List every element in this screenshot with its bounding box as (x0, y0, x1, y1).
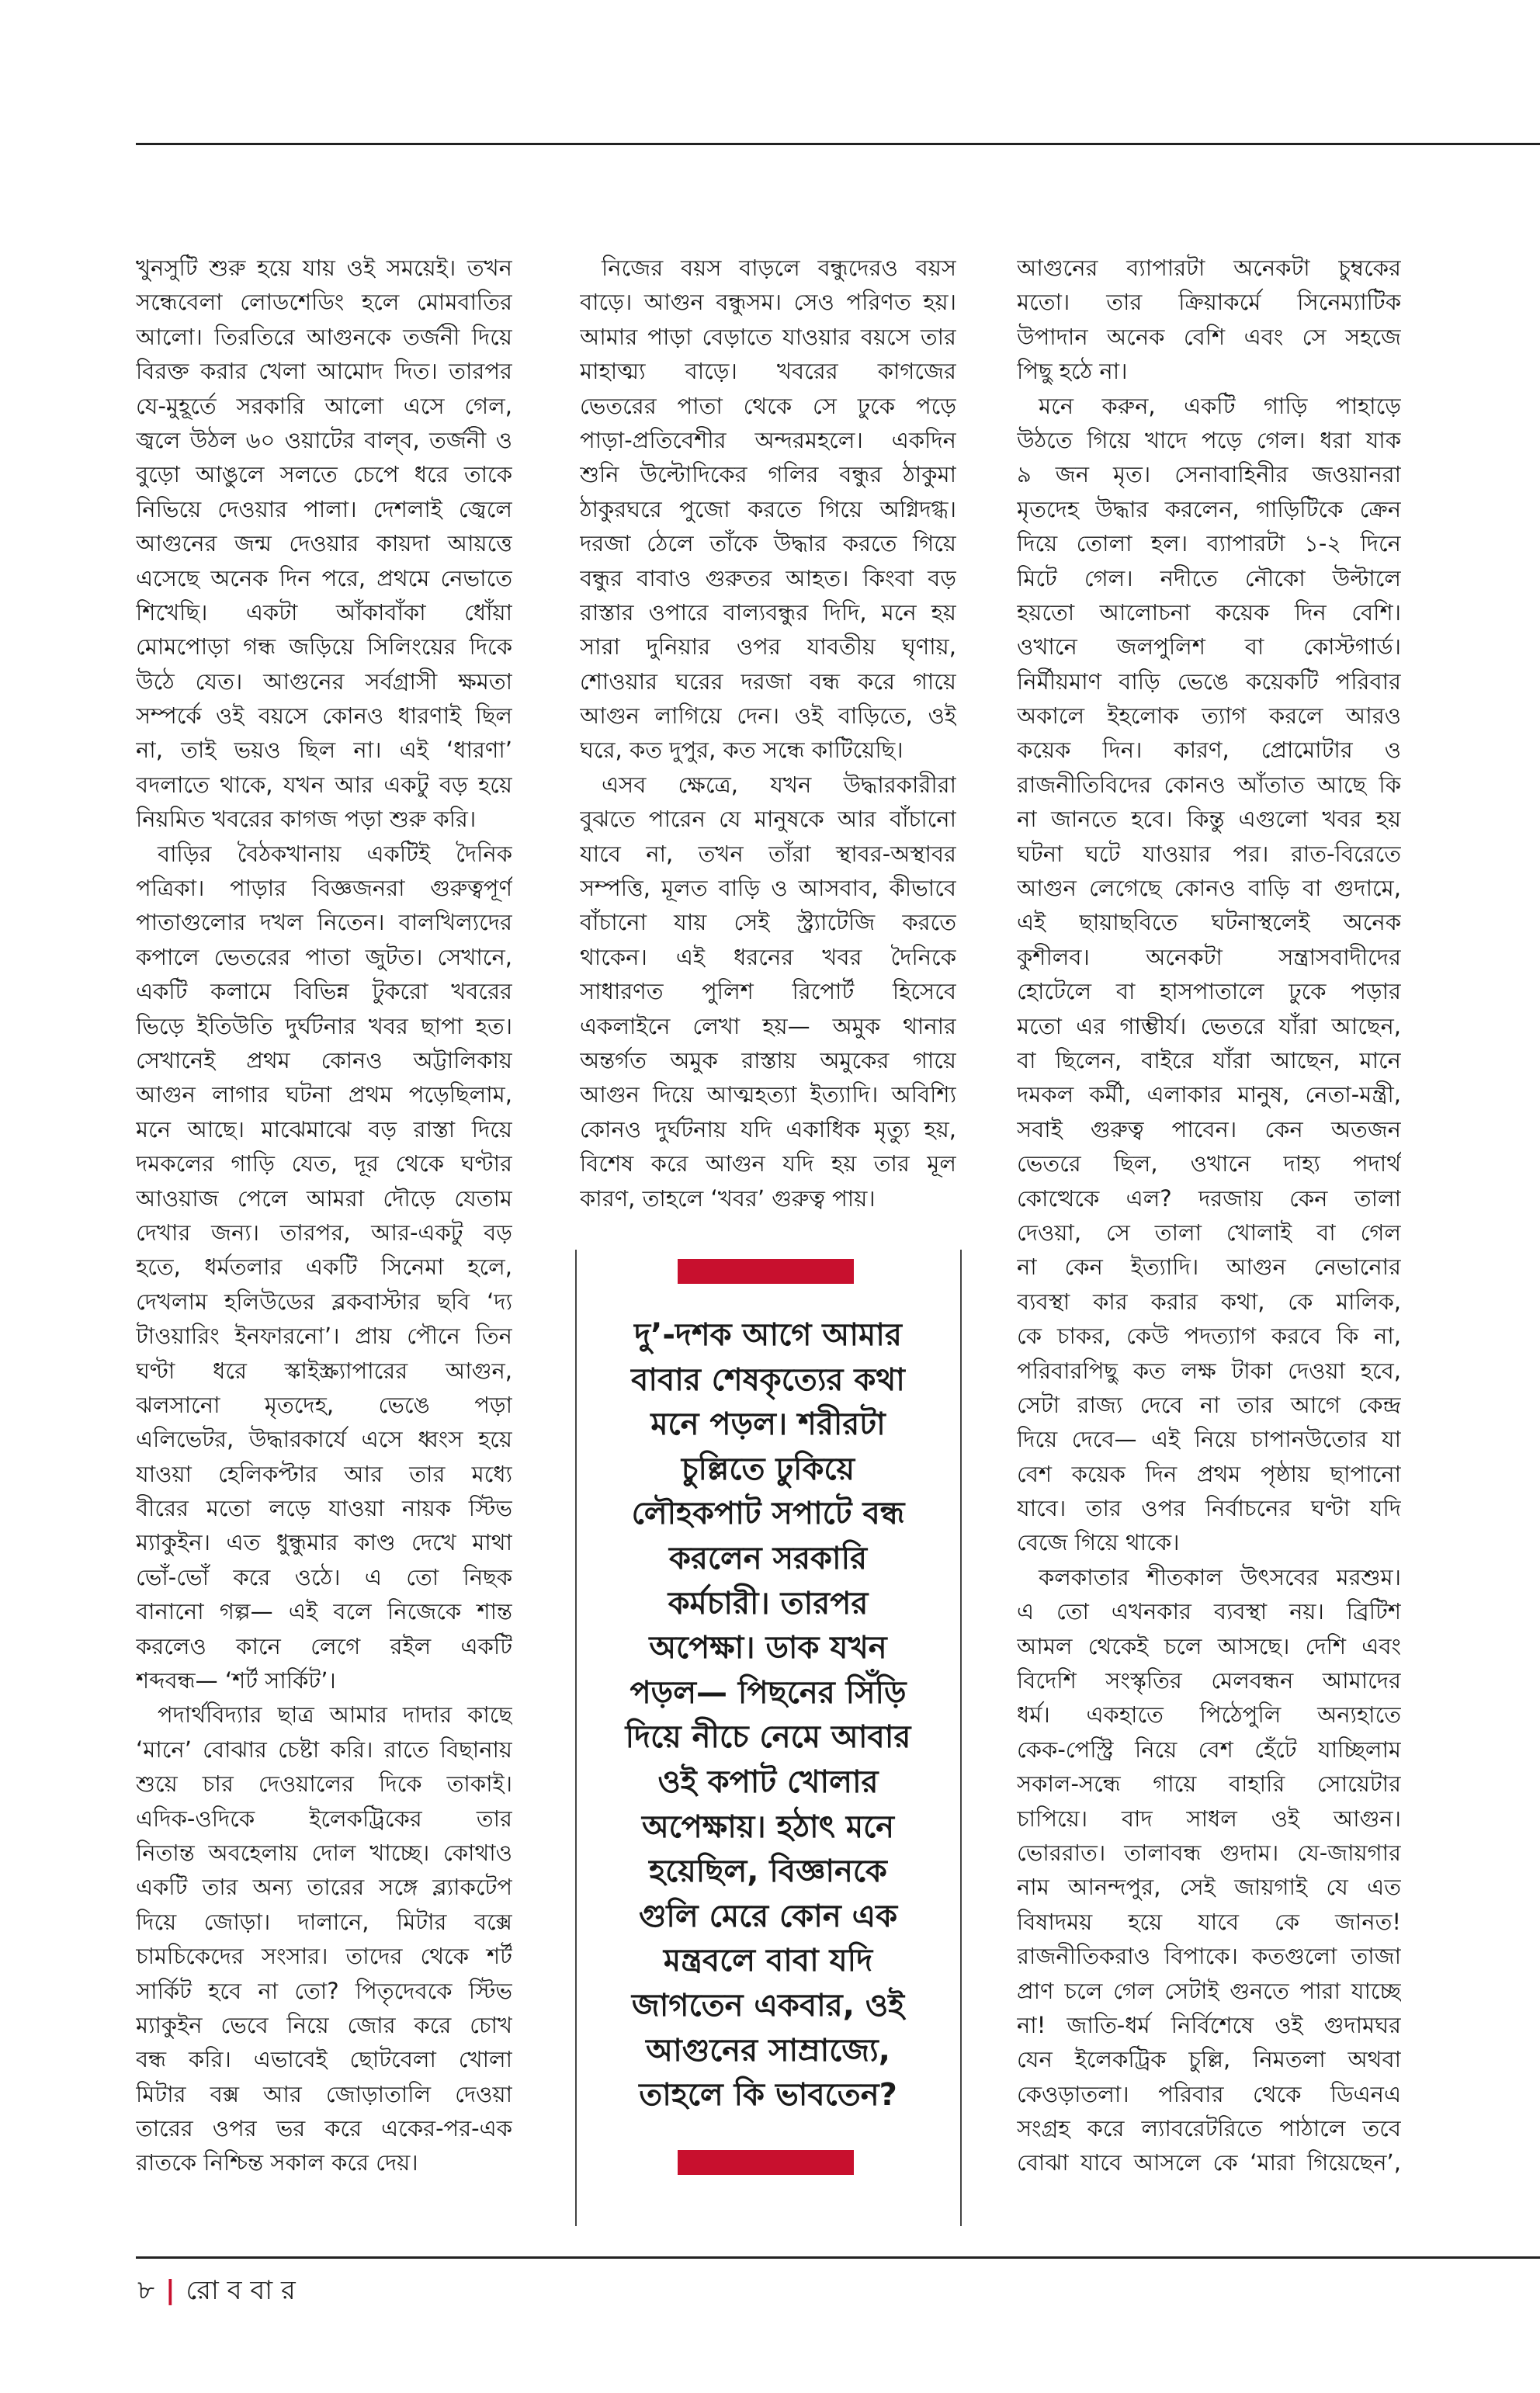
text-line: সন্ধেবেলা লোডশেডিং হলে মোমবাতির (136, 289, 512, 316)
text-line: দিয়ে জোড়া। দালানে, মিটার বক্সে (136, 1908, 512, 1935)
text-line: উঠতে গিয়ে খাদে পড়ে গেল। ধরা যাক (1017, 426, 1401, 453)
text-line: যাওয়া হেলিকপ্টার আর তার মধ্যে (136, 1460, 512, 1487)
text-line: পাতাগুলোর দখল নিতেন। বালখিল্যদের (136, 909, 512, 936)
text-line: তারের ওপর ভর করে একের-পর-এক (136, 2115, 512, 2142)
text-line: ‘মানে’ বোঝার চেষ্টা করি। রাতে বিছানায় (136, 1736, 512, 1763)
text-line: মনে আছে। মাঝেমাঝে বড় রাস্তা দিয়ে (136, 1115, 512, 1143)
text-line: সকাল-সন্ধে গায়ে বাহারি সোয়েটার (1017, 1770, 1401, 1798)
text-line: নাম আনন্দপুর, সেই জায়গাই যে এত (1017, 1874, 1401, 1901)
text-line: বিশেষ করে আগুন যদি হয় তার মূল (580, 1150, 956, 1177)
pull-quote (580, 1313, 956, 2118)
pull-quote-line: মনে পড়ল। শরীরটা (650, 1406, 886, 1443)
page-footer (137, 2270, 296, 2315)
text-line: বিষাদময় হয়ে যাবে কে জানত! (1017, 1908, 1401, 1935)
text-line: আগুনের জন্ম দেওয়ার কায়দা আয়ত্তে (136, 530, 512, 557)
text-line: ভোররাত। তালাবন্ধ গুদাম। যে-জায়গার (1017, 1839, 1401, 1866)
text-line: ভোঁ-ভোঁ করে ওঠে। এ তো নিছক (136, 1563, 512, 1590)
pull-quote-line: হয়েছিল, বিজ্ঞানকে (649, 1854, 887, 1890)
text-line: মৃতদেহ উদ্ধার করলেন, গাড়িটিকে ক্রেন (1017, 495, 1401, 522)
pull-quote-right-divider (960, 1250, 962, 2226)
text-line: অন্তর্গত অমুক রাস্তায় অমুকের গায়ে (580, 1046, 956, 1073)
pull-quote-line: অপেক্ষা। ডাক যখন (649, 1630, 887, 1666)
text-line: দেখার জন্য। তারপর, আর-একটু বড় (136, 1219, 512, 1246)
text-line: মতো এর গাম্ভীর্য। ভেতরে যাঁরা আছেন, (1017, 1012, 1401, 1039)
text-line: অকালে ইহলোক ত্যাগ করলে আরও (1017, 702, 1401, 730)
bottom-rule (136, 2256, 1540, 2259)
pull-quote-line: ওই কপাট খোলার (657, 1764, 879, 1800)
text-line: সেখানেই প্রথম কোনও অট্টালিকায় (136, 1046, 512, 1073)
text-line: পরিবারপিছু কত লক্ষ টাকা দেওয়া হবে, (1017, 1357, 1401, 1384)
text-line: পাড়া-প্রতিবেশীর অন্দরমহলে। একদিন (580, 426, 956, 453)
text-line: মনে করুন, একটি গাড়ি পাহাড়ে (1039, 392, 1401, 419)
text-line: খুনসুটি শুরু হয়ে যায় ওই সময়েই। তখন (136, 255, 512, 281)
text-line: দেখলাম হলিউডের ব্লকবাস্টার ছবি ‘দ্য (136, 1288, 512, 1315)
text-line: বীরের মতো লড়ে যাওয়া নায়ক স্টিভ (136, 1495, 512, 1522)
text-line: না! জাতি-ধর্ম নির্বিশেষে ওই গুদামঘর (1017, 2011, 1401, 2038)
pull-quote-line: বাবার শেষকৃত্যের কথা (631, 1361, 905, 1398)
text-line: দিয়ে দেবে— এই নিয়ে চাপানউতোর যা (1017, 1426, 1401, 1453)
text-line: হয়তো আলোচনা কয়েক দিন বেশি। (1017, 598, 1401, 626)
text-line: করলেও কানে লেগে রইল একটি (136, 1632, 512, 1659)
pull-quote-line: অপেক্ষায়। হঠাৎ মনে (641, 1809, 895, 1845)
text-line: যেন ইলেকট্রিক চুল্লি, নিমতলা অথবা (1017, 2046, 1401, 2073)
text-line: কেক-পেস্ট্রি নিয়ে বেশ হেঁটে যাচ্ছিলাম (1017, 1736, 1401, 1763)
text-line: শব্দবন্ধ— ‘শর্ট সার্কিট’। (136, 1667, 336, 1694)
pull-quote-line: জাগতেন একবার, ওই (631, 1987, 905, 2024)
footer-separator: | (165, 2275, 175, 2306)
text-line: বেজে গিয়ে থাকে। (1017, 1529, 1180, 1556)
text-line: হতে, ধর্মতলার একটি সিনেমা হলে, (136, 1254, 512, 1281)
text-line: সার্কিট হবে না তো? পিতৃদেবকে স্টিভ (136, 1977, 512, 2004)
text-line: কলকাতার শীতকাল উৎসবের মরশুম। (1039, 1563, 1401, 1590)
pull-quote-line: লৌহকপাট সপাটে বন্ধ (631, 1496, 905, 1532)
pull-quote-line: তাহলে কি ভাবতেন? (639, 2077, 897, 2114)
text-line: না কেন ইত্যাদি। আগুন নেভানোর (1017, 1254, 1401, 1281)
text-line: আওয়াজ পেলে আমরা দৌড়ে যেতাম (136, 1184, 512, 1212)
pull-quote-line: আগুনের সাম্রাজ্যে, (646, 2032, 890, 2069)
text-line: বা ছিলেন, বাইরে যাঁরা আছেন, মানে (1017, 1046, 1401, 1073)
text-line: দমকলের গাড়ি যেত, দূর থেকে ঘণ্টার (136, 1150, 512, 1177)
text-line: একটি কলামে বিভিন্ন টুকরো খবরের (136, 978, 512, 1005)
text-line: আগুন লাগিয়ে দেন। ওই বাড়িতে, ওই (580, 702, 956, 730)
text-line: দেওয়া, সে তালা খোলাই বা গেল (1017, 1219, 1401, 1246)
text-line: ঘটনা ঘটে যাওয়ার পর। রাত-বিরেতে (1017, 840, 1401, 867)
text-line: সম্পত্তি, মূলত বাড়ি ও আসবাব, কীভাবে (580, 875, 956, 902)
text-line: কয়েক দিন। কারণ, প্রোমোটার ও (1017, 737, 1401, 764)
text-line: থাকেন। এই ধরনের খবর দৈনিকে (580, 943, 956, 970)
article-column-2 (580, 251, 956, 1216)
text-line: শুনি উল্টোদিকের গলির বন্ধুর ঠাকুমা (580, 461, 956, 488)
pull-quote-top-bar (678, 1259, 854, 1284)
text-line: ম্যাকুইন ভেবে নিয়ে জোর করে চোখ (136, 2011, 512, 2038)
text-line: রাজনীতিবিদের কোনও আঁতাত আছে কি (1017, 771, 1401, 798)
text-line: দরজা ঠেলে তাঁকে উদ্ধার করতে গিয়ে (580, 530, 956, 557)
text-line: ম্যাকুইন। এত ধুন্ধুমার কাণ্ড দেখে মাথা (136, 1529, 512, 1556)
text-line: কারণ, তাহলে ‘খবর’ গুরুত্ব পায়। (580, 1184, 876, 1212)
text-line: মিটে গেল। নদীতে নৌকো উল্টালে (1017, 564, 1401, 591)
text-line: বুড়ো আঙুলে সলতে চেপে ধরে তাকে (136, 461, 512, 488)
text-line: বন্ধুর বাবাও গুরুতর আহত। কিংবা বড় (580, 564, 956, 591)
text-line: ঘরে, কত দুপুর, কত সন্ধে কাটিয়েছি। (580, 737, 904, 764)
text-line: বাঁচানো যায় সেই স্ট্র্যাটেজি করতে (580, 909, 956, 936)
text-line: নিয়মিত খবরের কাগজ পড়া শুরু করি। (136, 806, 477, 833)
text-line: টাওয়ারিং ইনফারনো’। প্রায় পৌনে তিন (136, 1323, 512, 1350)
text-line: ভিড়ে ইতিউতি দুর্ঘটনার খবর ছাপা হত। (136, 1012, 512, 1039)
text-line: একটি তার অন্য তারের সঙ্গে ব্ল্যাকটেপ (136, 1874, 512, 1901)
text-line: সবাই গুরুত্ব পাবেন। কেন অতজন (1017, 1115, 1401, 1143)
text-line: বানানো গল্প— এই বলে নিজেকে শান্ত (136, 1598, 512, 1625)
text-line: হোটেলে বা হাসপাতালে ঢুকে পড়ার (1017, 978, 1401, 1005)
text-line: কে চাকর, কেউ পদত্যাগ করবে কি না, (1017, 1323, 1401, 1350)
text-line: শিখেছি। একটা আঁকাবাঁকা ধোঁয়া (136, 598, 512, 626)
text-line: নির্মীয়মাণ বাড়ি ভেঙে কয়েকটি পরিবার (1017, 668, 1401, 695)
text-line: ঝলসানো মৃতদেহ, ভেঙে পড়া (136, 1391, 512, 1418)
text-line: পত্রিকা। পাড়ার বিজ্ঞজনরা গুরুত্বপূর্ণ (136, 875, 512, 902)
pull-quote-line: মন্ত্রবলে বাবা যদি (663, 1943, 873, 1979)
text-line: একলাইনে লেখা হয়— অমুক থানার (580, 1012, 956, 1039)
text-line: বুঝতে পারেন যে মানুষকে আর বাঁচানো (580, 806, 956, 833)
pull-quote-left-divider (575, 1250, 577, 2226)
text-line: ঘণ্টা ধরে স্কাইস্ক্র্যাপারের আগুন, (136, 1357, 512, 1384)
text-line: আমল থেকেই চলে আসছে। দেশি এবং (1017, 1632, 1401, 1659)
text-line: বেশ কয়েক দিন প্রথম পৃষ্ঠায় ছাপানো (1017, 1460, 1401, 1487)
text-line: মাহাত্ম্য বাড়ে। খবরের কাগজের (580, 358, 956, 385)
text-line: রাতকে নিশ্চিন্ত সকাল করে দেয়। (136, 2149, 418, 2176)
text-line: উঠে যেত। আগুনের সর্বগ্রাসী ক্ষমতা (136, 668, 512, 695)
text-line: জ্বলে উঠল ৬০ ওয়াটের বাল্‌ব, তর্জনী ও (136, 426, 512, 453)
text-line: এসেছে অনেক দিন পরে, প্রথমে নেভাতে (136, 564, 512, 591)
text-line: রাস্তার ওপারে বাল্যবন্ধুর দিদি, মনে হয় (580, 598, 956, 626)
text-line: কুশীলব। অনেকটা সন্ত্রাসবাদীদের (1017, 943, 1401, 970)
text-line: চাপিয়ে। বাদ সাধল ওই আগুন। (1017, 1805, 1401, 1832)
text-line: ভেতরের পাতা থেকে সে ঢুকে পড়ে (580, 392, 956, 419)
text-line: সংগ্রহ করে ল্যাবরেটরিতে পাঠালে তবে (1017, 2115, 1401, 2142)
text-line: আগুন দিয়ে আত্মহত্যা ইত্যাদি। অবিশ্যি (580, 1081, 956, 1108)
text-line: মতো। তার ক্রিয়াকর্মে সিনেম্যাটিক (1017, 289, 1401, 316)
text-line: ধর্ম। একহাতে পিঠেপুলি অন্যহাতে (1017, 1701, 1401, 1729)
page-number: ৮ (137, 2275, 155, 2306)
text-line: কেওড়াতলা। পরিবার থেকে ডিএনএ (1017, 2080, 1401, 2107)
text-line: নিভিয়ে দেওয়ার পালা। দেশলাই জ্বেলে (136, 495, 512, 522)
text-line: এলিভেটর, উদ্ধারকার্যে এসে ধ্বংস হয়ে (136, 1426, 512, 1453)
text-line: শুয়ে চার দেওয়ালের দিকে তাকাই। (136, 1770, 512, 1798)
text-line: কোনও দুর্ঘটনায় যদি একাধিক মৃত্যু হয়, (580, 1115, 956, 1143)
text-line: আলো। তিরতিরে আগুনকে তর্জনী দিয়ে (136, 323, 512, 350)
text-line: যাবে। তার ওপর নির্বাচনের ঘণ্টা যদি (1017, 1495, 1401, 1522)
text-line: চামচিকেদের সংসার। তাদের থেকে শর্ট (136, 1943, 512, 1970)
article-column-1 (136, 251, 512, 2180)
pull-quote-line: কর্মচারী। তারপর (668, 1585, 869, 1621)
magazine-name: রো ব বা র (186, 2275, 296, 2306)
text-line: প্রাণ চলে গেল সেটাই গুনতে পারা যাচ্ছে (1017, 1977, 1401, 2004)
text-line: শোওয়ার ঘরের দরজা বন্ধ করে গায়ে (580, 668, 956, 695)
text-line: ব্যবস্থা কার করার কথা, কে মালিক, (1017, 1288, 1401, 1315)
text-line: বাড়ির বৈঠকখানায় একটিই দৈনিক (158, 840, 512, 867)
pull-quote-line: দু’-দশক আগে আমার (634, 1317, 902, 1353)
text-line: সাধারণত পুলিশ রিপোর্ট হিসেবে (580, 978, 956, 1005)
pull-quote-line: পড়ল— পিছনের সিঁড়ি (630, 1674, 907, 1711)
pull-quote-line: চুল্লিতে ঢুকিয়ে (681, 1451, 855, 1487)
text-line: মিটার বক্স আর জোড়াতালি দেওয়া (136, 2080, 512, 2107)
text-line: সারা দুনিয়ার ওপর যাবতীয় ঘৃণায়, (580, 633, 956, 661)
text-line: আমার পাড়া বেড়াতে যাওয়ার বয়সে তার (580, 323, 956, 350)
text-line: বন্ধ করি। এভাবেই ছোটবেলা খোলা (136, 2046, 512, 2073)
text-line: নিজের বয়স বাড়লে বন্ধুদেরও বয়স (602, 255, 956, 281)
text-line: নিতান্ত অবহেলায় দোল খাচ্ছে। কোথাও (136, 1839, 512, 1866)
pull-quote-bottom-bar (678, 2150, 854, 2175)
text-line: এসব ক্ষেত্রে, যখন উদ্ধারকারীরা (602, 771, 956, 798)
text-line: এদিক-ওদিকে ইলেকট্রিকের তার (136, 1805, 512, 1832)
text-line: বিরক্ত করার খেলা আমোদ দিত। তারপর (136, 358, 512, 385)
text-line: ঠাকুরঘরে পুজো করতে গিয়ে অগ্নিদগ্ধ। (580, 495, 956, 522)
text-line: আগুন লাগার ঘটনা প্রথম পড়েছিলাম, (136, 1081, 512, 1108)
text-line: না, তাই ভয়ও ছিল না। এই ‘ধারণা’ (136, 737, 512, 764)
text-line: দমকল কর্মী, এলাকার মানুষ, নেতা-মন্ত্রী, (1017, 1081, 1401, 1108)
text-line: বোঝা যাবে আসলে কে ‘মারা গিয়েছেন’, (1017, 2149, 1401, 2176)
top-rule (136, 143, 1540, 145)
text-line: পিছু হঠে না। (1017, 358, 1128, 385)
article-column-3 (1017, 251, 1401, 2180)
text-line: বদলাতে থাকে, যখন আর একটু বড় হয়ে (136, 771, 512, 798)
pull-quote-line: গুলি মেরে কোন এক (638, 1898, 898, 1934)
text-line: এ তো এখনকার ব্যবস্থা নয়। ব্রিটিশ (1017, 1598, 1401, 1625)
text-line: পদার্থবিদ্যার ছাত্র আমার দাদার কাছে (158, 1701, 512, 1729)
text-line: আগুনের ব্যাপারটা অনেকটা চুম্বকের (1017, 255, 1401, 281)
text-line: আগুন লেগেছে কোনও বাড়ি বা গুদামে, (1017, 875, 1401, 902)
text-line: যে-মুহূর্তে সরকারি আলো এসে গেল, (136, 392, 512, 419)
text-line: ভেতরে ছিল, ওখানে দাহ্য পদার্থ (1017, 1150, 1401, 1177)
text-line: বাড়ে। আগুন বন্ধুসম। সেও পরিণত হয়। (580, 289, 956, 316)
text-line: উপাদান অনেক বেশি এবং সে সহজে (1017, 323, 1401, 350)
text-line: সম্পর্কে ওই বয়সে কোনও ধারণাই ছিল (136, 702, 512, 730)
text-line: কপালে ভেতরের পাতা জুটত। সেখানে, (136, 943, 512, 970)
pull-quote-line: দিয়ে নীচে নেমে আবার (625, 1719, 911, 1756)
text-line: কোত্থেকে এল? দরজায় কেন তালা (1017, 1184, 1401, 1212)
text-line: দিয়ে তোলা হল। ব্যাপারটা ১-২ দিনে (1017, 530, 1401, 557)
text-line: না জানতে হবে। কিন্তু এগুলো খবর হয় (1017, 806, 1401, 833)
text-line: যাবে না, তখন তাঁরা স্থাবর-অস্থাবর (580, 840, 956, 867)
text-line: এই ছায়াছবিতে ঘটনাস্থলেই অনেক (1017, 909, 1401, 936)
text-line: বিদেশি সংস্কৃতির মেলবন্ধন আমাদের (1017, 1667, 1401, 1694)
text-line: ৯ জন মৃত। সেনাবাহিনীর জওয়ানরা (1017, 461, 1401, 488)
text-line: ওখানে জলপুলিশ বা কোস্টগার্ড। (1017, 633, 1401, 661)
text-line: রাজনীতিকরাও বিপাকে। কতগুলো তাজা (1017, 1943, 1401, 1970)
text-line: সেটা রাজ্য দেবে না তার আগে কেন্দ্র (1017, 1391, 1401, 1418)
text-line: মোমপোড়া গন্ধ জড়িয়ে সিলিংয়ের দিকে (136, 633, 512, 661)
pull-quote-line: করলেন সরকারি (668, 1540, 868, 1576)
